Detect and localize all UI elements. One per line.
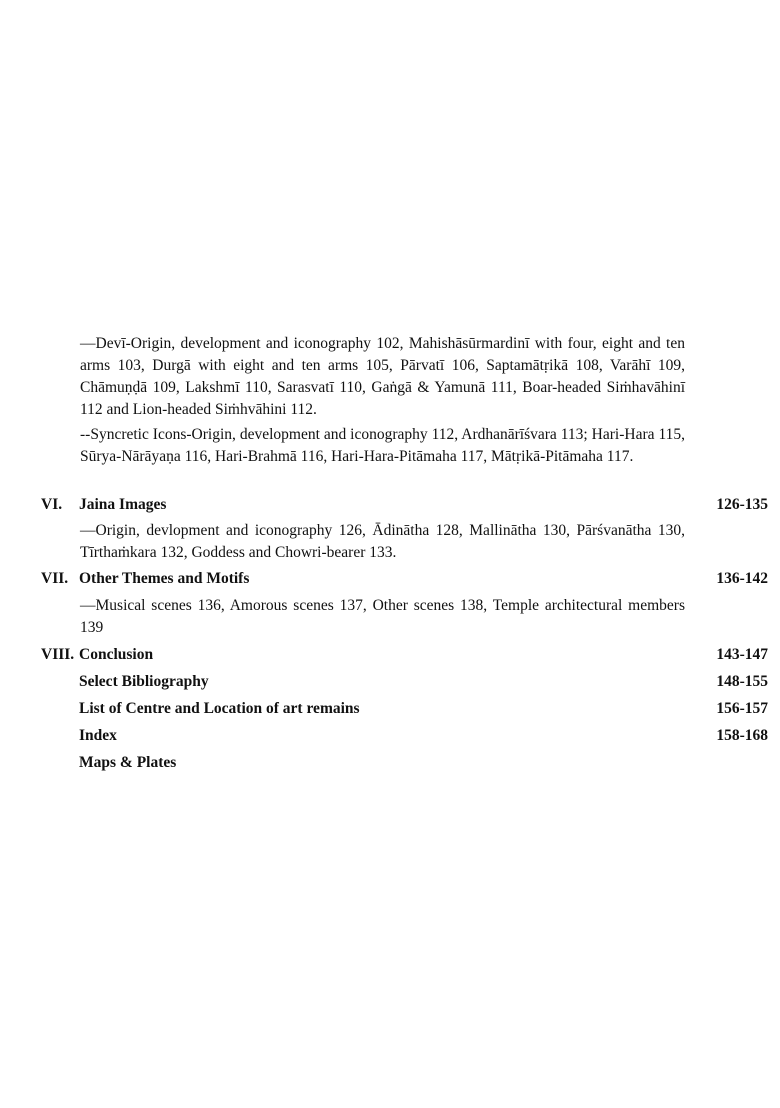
- section-title: Index: [79, 727, 117, 744]
- section-title: Maps & Plates: [79, 754, 177, 771]
- page-range: 158-168: [716, 727, 768, 744]
- syncretic-icons-paragraph: --Syncretic Icons-Origin, development and iconography 112, Ardhanārīśvara 113; Hari-Hara 115, Sūrya-Nārāyaṇa 116, Hari-Brahmā 116, Hari-Hara-Pitāmaha 117, Mātṛikā-Pitāmaha 117.: [80, 426, 685, 465]
- toc-entry-maps-plates[interactable]: [0, 751, 780, 775]
- toc-entry-centres-list[interactable]: [0, 697, 780, 721]
- chapter-number: VI.: [41, 496, 63, 513]
- devi-iconography-paragraph: —Devī-Origin, development and iconography 102, Mahishāsūrmardinī with four, eight and ten arms 103, Durgā with eight and ten arms 105, Pārvatī 106, Saptamātṛikā 108, Varāhī 109, Chāmuṇḍā 109, Lakshmī 110, Sarasvatī 110, Gaṅgā & Yamunā 111, Boar-headed Siṁhavāhinī 112 and Lion-headed Siṁhvāhini 112.: [80, 335, 685, 418]
- chapter-title: Conclusion: [79, 646, 154, 663]
- chapter-7-description: —Musical scenes 136, Amorous scenes 137, Other scenes 138, Temple architectural members 139: [80, 597, 685, 636]
- section-title: Select Bibliography: [79, 673, 209, 690]
- chapter-title: Jaina Images: [79, 496, 167, 513]
- page-range: 143-147: [716, 646, 768, 663]
- page-range: 126-135: [716, 496, 768, 513]
- page-range: 156-157: [716, 700, 768, 717]
- page-range: 136-142: [716, 570, 768, 587]
- section-title: List of Centre and Location of art remains: [79, 700, 360, 717]
- page-range: 148-155: [716, 673, 768, 690]
- chapter-number: VIII.: [41, 646, 75, 663]
- chapter-title: Other Themes and Motifs: [79, 570, 250, 587]
- toc-entry-bibliography[interactable]: [0, 670, 780, 694]
- toc-entry-index[interactable]: [0, 724, 780, 748]
- toc-entry-chapter-6[interactable]: [0, 493, 780, 517]
- toc-entry-chapter-7[interactable]: [0, 567, 780, 591]
- toc-entry-chapter-8[interactable]: [0, 643, 780, 667]
- chapter-number: VII.: [41, 570, 69, 587]
- chapter-6-description: —Origin, devlopment and iconography 126, Ādinātha 128, Mallinātha 130, Pārśvanātha 130, Tīrthaṁkara 132, Goddess and Chowri-bearer 133.: [80, 522, 685, 561]
